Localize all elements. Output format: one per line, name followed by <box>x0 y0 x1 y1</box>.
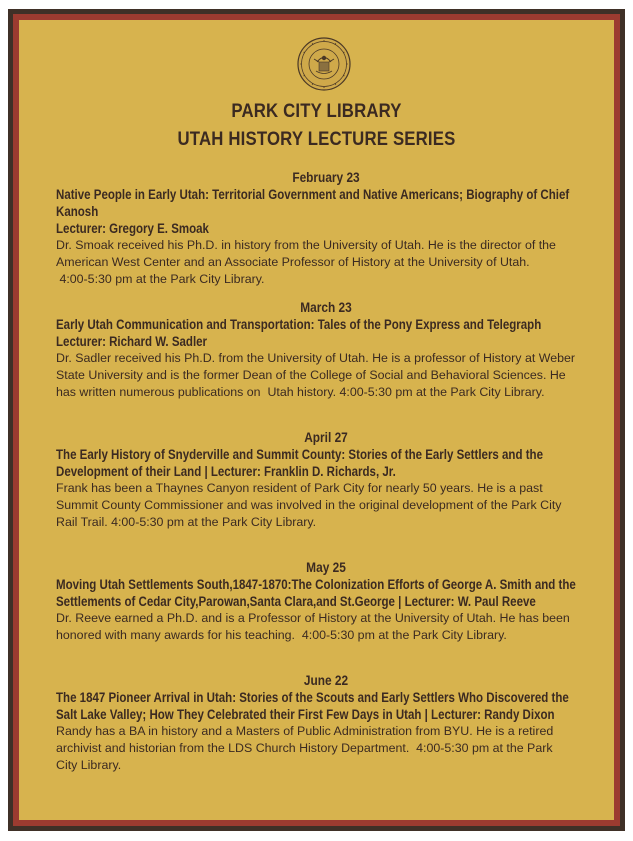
lecture-description-line: Randy has a BA in history and a Masters of Public Administration from BYU. He is a retired <box>56 724 554 738</box>
lecture-date: February 23 <box>292 170 360 185</box>
page-subtitle: UTAH HISTORY LECTURE SERIES <box>177 128 456 150</box>
lecture-entry <box>56 672 596 774</box>
lecture-description-line: Summit County Commissioner and was involved in the original development of the Park City <box>56 498 562 512</box>
lecture-description <box>56 237 596 288</box>
lecture-date: April 27 <box>304 430 348 445</box>
lecture-topic <box>56 576 595 610</box>
lecture-topic-line: Early Utah Communication and Transportation: Tales of the Pony Express and Telegraph <box>56 317 542 332</box>
lecture-description <box>56 350 596 401</box>
lecture-topic-line: The Early History of Snyderville and Summit County: Stories of the Early Settlers and the <box>56 447 543 462</box>
lecture-description-line: State University and is the former Dean of the College of Social and Behavioral Sciences. He <box>56 368 566 382</box>
lecture-description <box>56 610 596 644</box>
lecture-topic <box>56 446 595 480</box>
lecture-description-line: Dr. Sadler received his Ph.D. from the University of Utah. He is a professor of History at Weber <box>56 351 575 365</box>
lecture-topic-line: Native People in Early Utah: Territorial Government and Native Americans; Biography of Chief Kanosh <box>56 187 570 219</box>
lecture-topic-line: The 1847 Pioneer Arrival in Utah: Stories of the Scouts and Early Settlers Who Discovered the <box>56 690 569 705</box>
lecture-date: June 22 <box>303 673 349 688</box>
lecture-description <box>56 723 596 774</box>
lecture-lecturer: Settlements of Cedar City,Parowan,Santa Clara,and St.George | Lecturer: W. Paul Reeve <box>56 594 536 609</box>
lecture-topic-line: Moving Utah Settlements South,1847-1870:The Colonization Efforts of George A. Smith and the <box>56 577 576 592</box>
poster-panel <box>19 20 614 820</box>
lecture-description <box>56 480 596 531</box>
lecture-topic <box>56 186 595 237</box>
lecture-description-line: Dr. Smoak received his Ph.D. in history from the University of Utah. He is the director of the <box>56 238 556 252</box>
lecture-description-line: honored with many awards for his teaching. 4:00-5:30 pm at the Park City Library. <box>56 628 507 642</box>
lecture-entry <box>56 169 596 288</box>
lecture-date: March 23 <box>300 300 352 315</box>
lecture-topic <box>56 689 595 723</box>
lecture-description-line: City Library. <box>56 758 122 772</box>
lecture-description-line: has written numerous publications on Utah history. 4:00-5:30 pm at the Park City Library. <box>56 385 545 399</box>
lecture-lecturer: Lecturer: Richard W. Sadler <box>56 334 208 349</box>
lecture-date: May 25 <box>306 560 346 575</box>
poster-red-border <box>13 14 620 826</box>
lecture-description-line: American West Center and an Associate Professor of History at the University of Utah. <box>56 255 530 269</box>
utah-state-seal-icon <box>297 37 351 91</box>
lecture-time-location: 4:00-5:30 pm at the Park City Library. <box>56 272 265 286</box>
lecture-description-line: archivist and historian from the LDS Church History Department. 4:00-5:30 pm at the Park <box>56 741 553 755</box>
lecture-lecturer: Salt Lake Valley; How They Celebrated their First Few Days in Utah | Lecturer: Randy Dixon <box>56 707 555 722</box>
page-title: PARK CITY LIBRARY <box>231 100 402 122</box>
lecture-lecturer: Lecturer: Gregory E. Smoak <box>56 221 209 236</box>
lecture-description-line: Dr. Reeve earned a Ph.D. and is a Professor of History at the University of Utah. He has been <box>56 611 570 625</box>
lecture-entry <box>56 559 596 644</box>
lecture-entry <box>56 429 596 531</box>
lecture-entry <box>56 299 596 401</box>
lecture-topic <box>56 316 595 350</box>
lecture-description-line: Frank has been a Thaynes Canyon resident of Park City for nearly 50 years. He is a past <box>56 481 543 495</box>
poster-outer-frame <box>8 9 625 831</box>
lecture-description-line: Rail Trail. 4:00-5:30 pm at the Park City Library. <box>56 515 317 529</box>
lecture-lecturer: Development of their Land | Lecturer: Franklin D. Richards, Jr. <box>56 464 396 479</box>
